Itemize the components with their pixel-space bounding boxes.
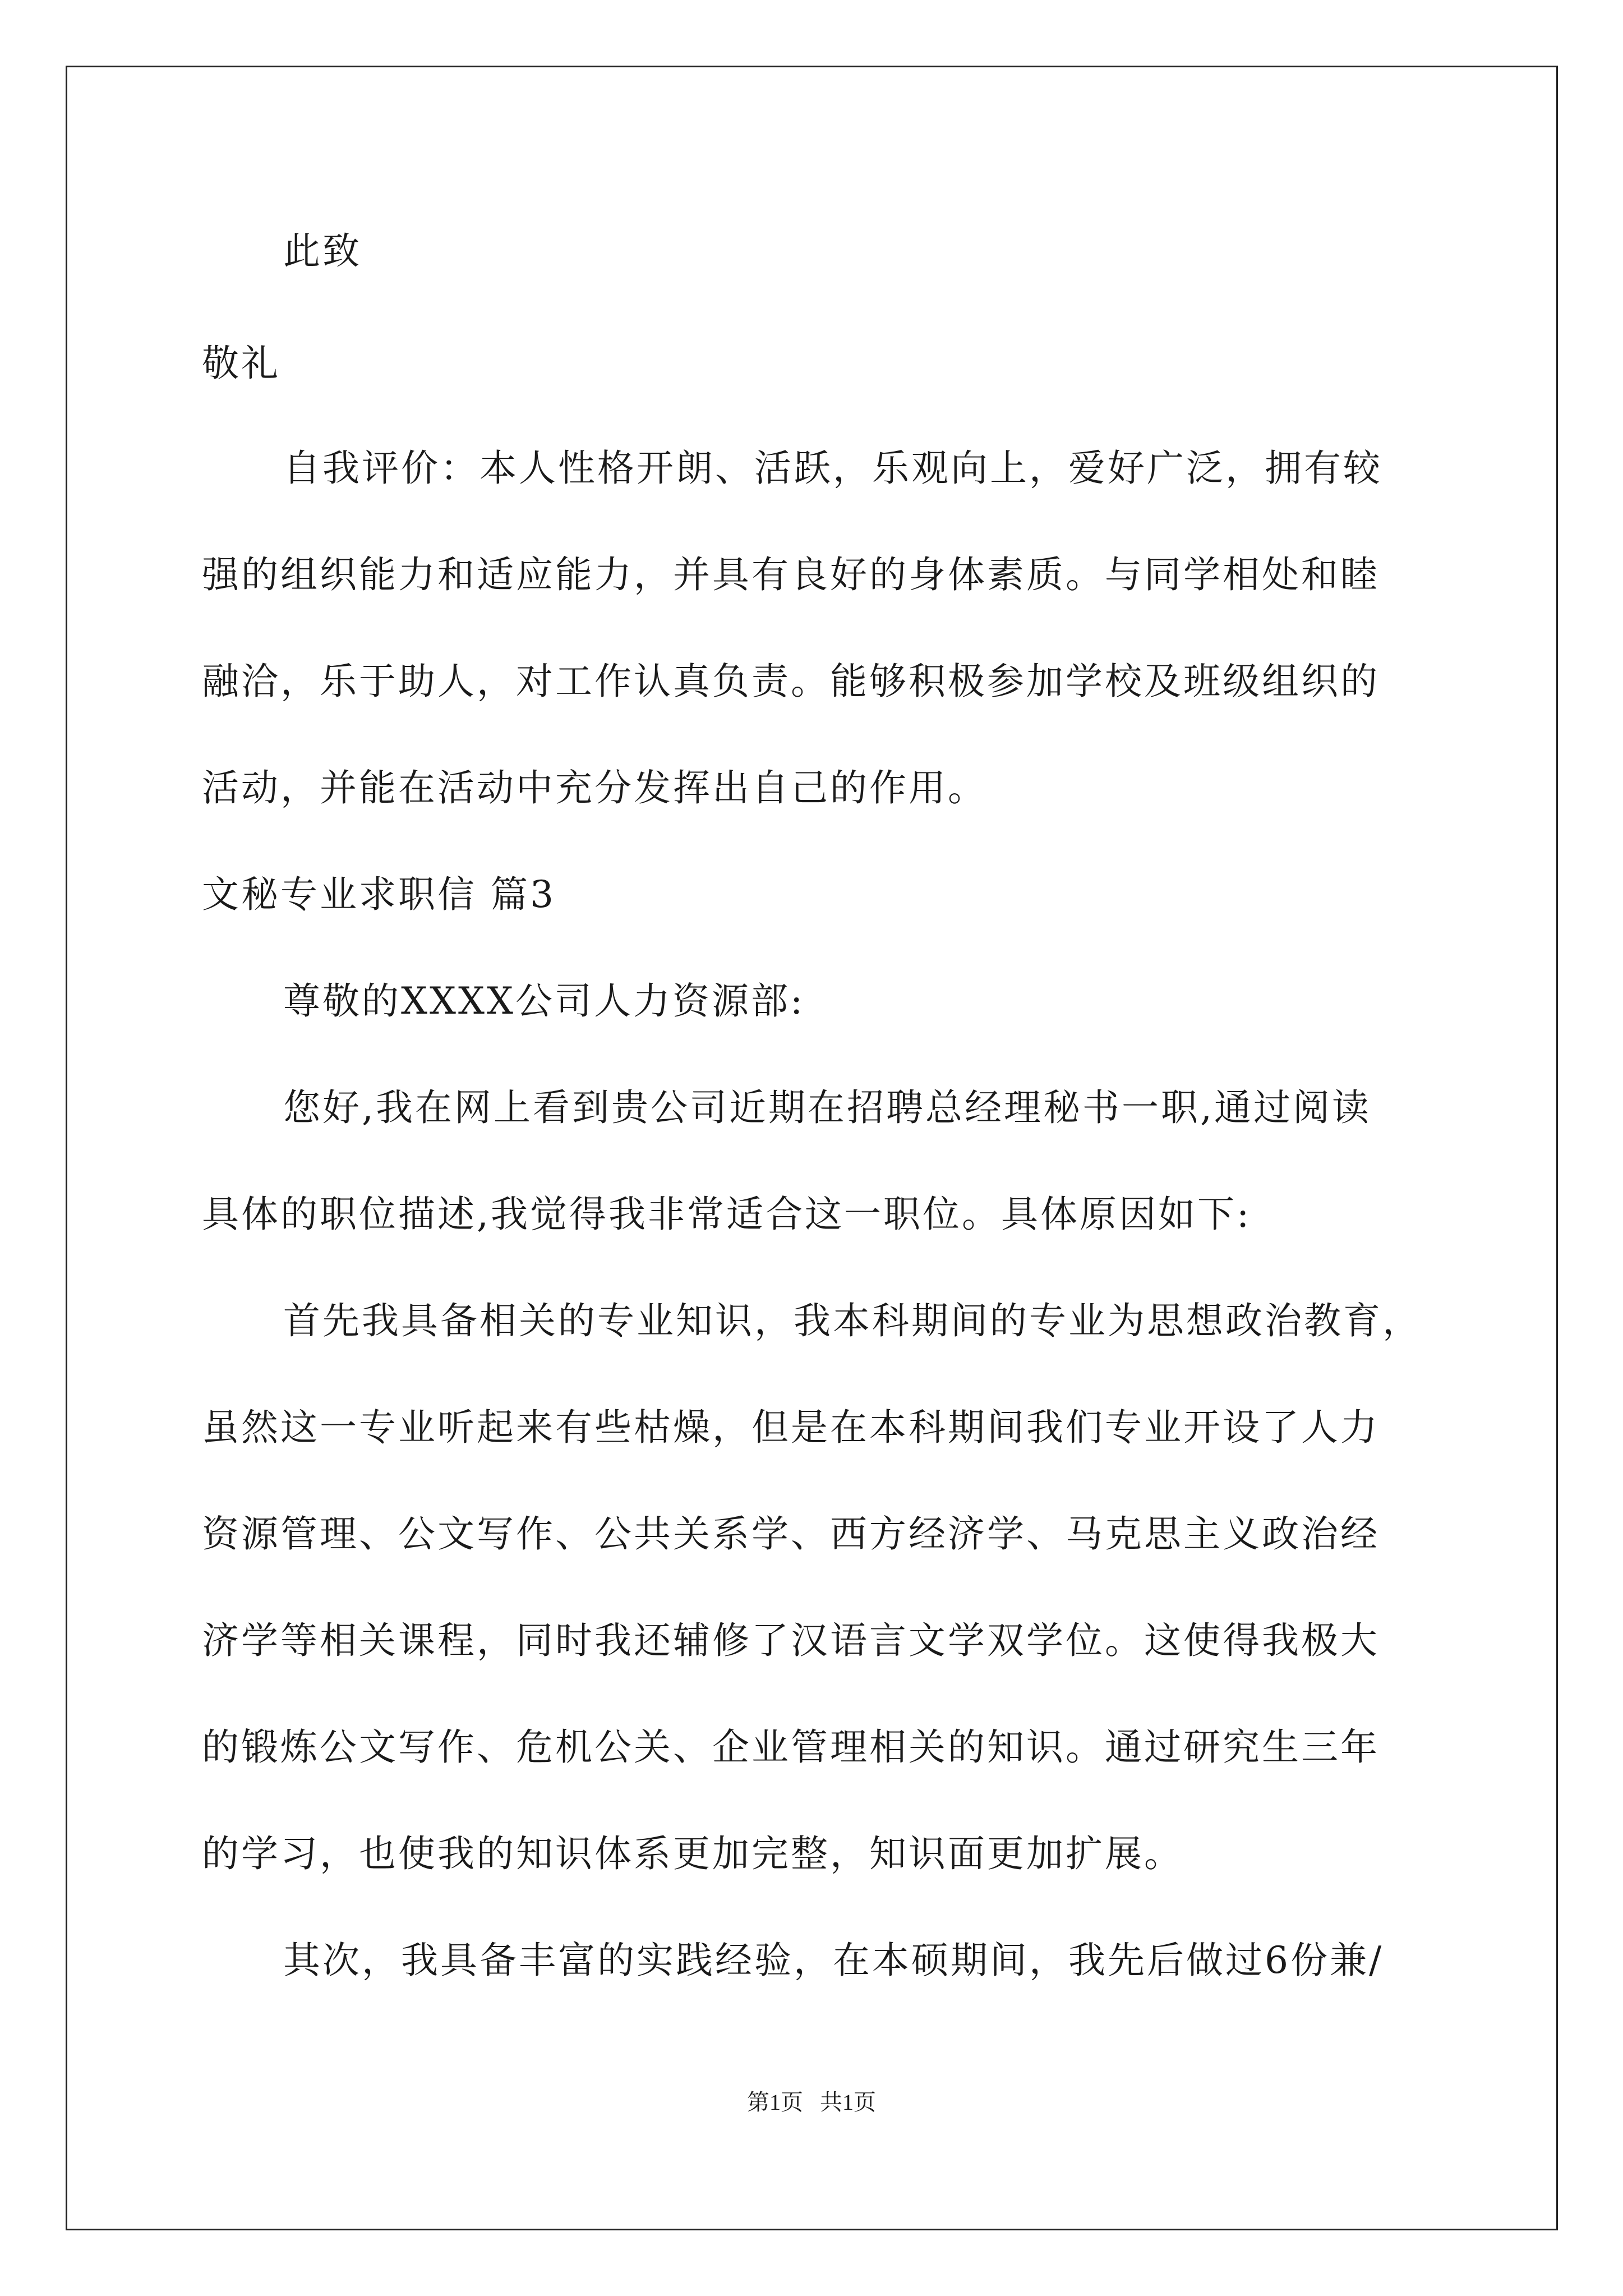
paragraph-2-line-3: 资源管理、公文写作、公共关系学、西方经济学、马克思主义政治经 (202, 1512, 1380, 1556)
paragraph-1-line-1: 您好,我在网上看到贵公司近期在招聘总经理秘书一职,通过阅读 (283, 1086, 1371, 1129)
paragraph-2-line-4: 济学等相关课程，同时我还辅修了汉语言文学双学位。这使得我极大 (202, 1619, 1380, 1662)
closing-salutation: 此致 (283, 229, 362, 273)
page-frame (66, 66, 1558, 2230)
paragraph-2-line-2: 虽然这一专业听起来有些枯燥，但是在本科期间我们专业开设了人力 (202, 1406, 1380, 1449)
paragraph-3-line-1: 其次，我具备丰富的实践经验，在本硕期间，我先后做过6份兼/ (283, 1939, 1384, 1982)
paragraph-2-line-6: 的学习，也使我的知识体系更加完整，知识面更加扩展。 (202, 1832, 1183, 1875)
paragraph-1-line-2: 具体的职位描述,我觉得我非常适合这一职位。具体原因如下: (202, 1193, 1252, 1236)
self-evaluation-line-4: 活动，并能在活动中充分发挥出自己的作用。 (202, 766, 987, 809)
section-heading: 文秘专业求职信 篇3 (202, 873, 556, 916)
self-evaluation-line-3: 融洽，乐于助人，对工作认真负责。能够积极参加学校及班级组织的 (202, 660, 1380, 703)
self-evaluation-line-1: 自我评价：本人性格开朗、活跃，乐观向上，爱好广泛，拥有较 (283, 447, 1382, 490)
page-number-footer: 第1页 共1页 (747, 2090, 876, 2115)
closing-regards: 敬礼 (202, 342, 280, 385)
self-evaluation-line-2: 强的组织能力和适应能力，并具有良好的身体素质。与同学相处和睦 (202, 553, 1380, 596)
letter-addressee: 尊敬的XXXX公司人力资源部: (283, 979, 805, 1023)
paragraph-2-line-5: 的锻炼公文写作、危机公关、企业管理相关的知识。通过研究生三年 (202, 1726, 1380, 1769)
paragraph-2-line-1: 首先我具备相关的专业知识，我本科期间的专业为思想政治教育， (283, 1299, 1422, 1342)
